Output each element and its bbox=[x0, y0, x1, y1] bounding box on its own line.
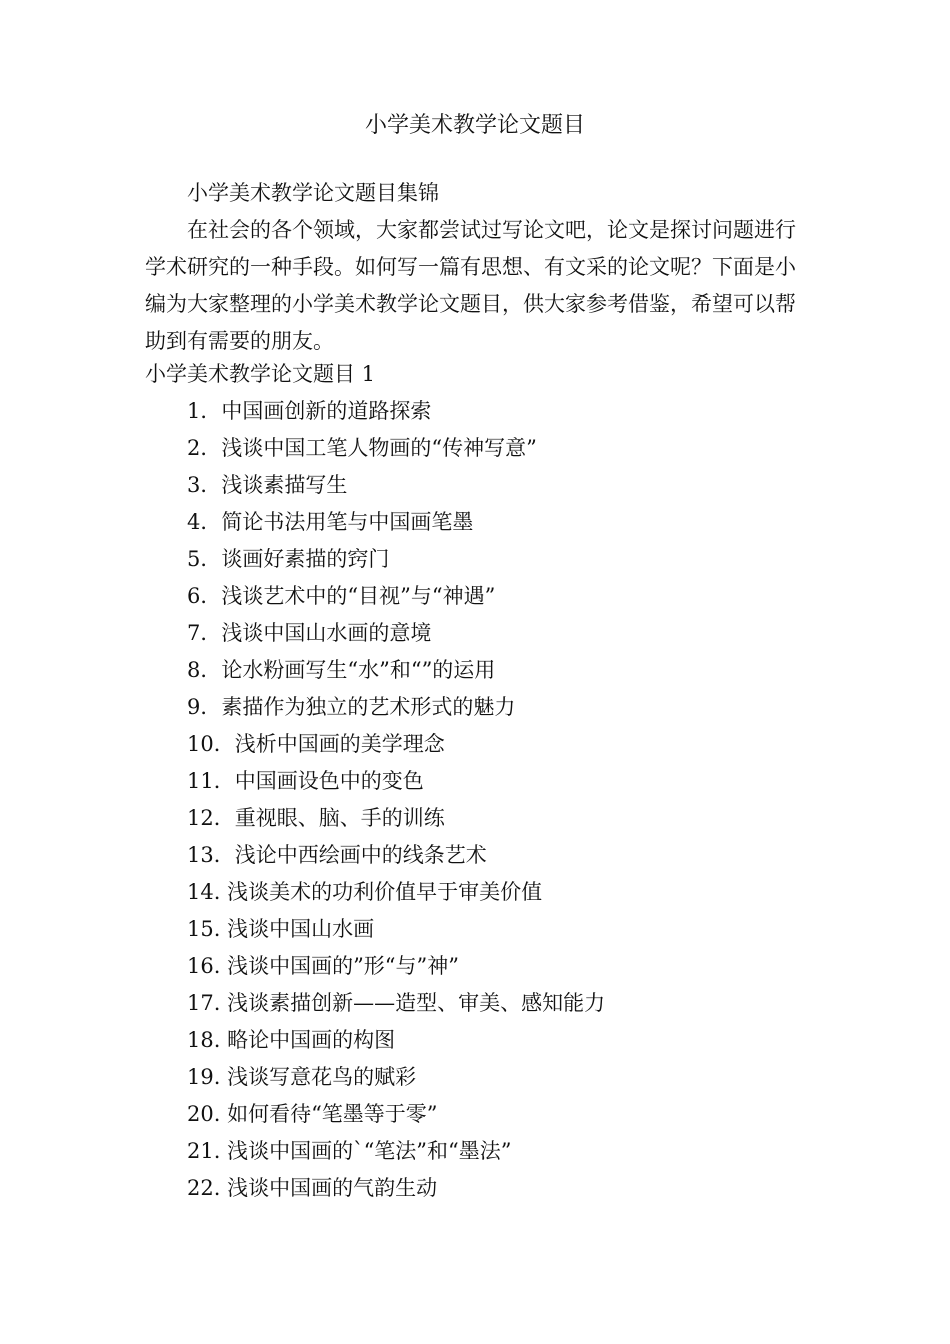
list-item: 22. 浅谈中国画的气韵生动 bbox=[187, 1176, 438, 1200]
topic-list bbox=[187, 393, 807, 1207]
list-item: 12．重视眼、脑、手的训练 bbox=[187, 806, 445, 830]
document-title: 小学美术教学论文题目 bbox=[364, 113, 585, 138]
list-item: 5．谈画好素描的窍门 bbox=[187, 547, 390, 571]
list-item: 17. 浅谈素描创新——造型、审美、感知能力 bbox=[187, 991, 606, 1015]
list-item: 11．中国画设色中的变色 bbox=[187, 769, 424, 793]
list-item: 1．中国画创新的道路探索 bbox=[187, 399, 432, 423]
list-item: 18. 略论中国画的构图 bbox=[187, 1028, 396, 1052]
list-item: 20. 如何看待“笔墨等于零” bbox=[187, 1102, 438, 1126]
list-item: 10．浅析中国画的美学理念 bbox=[187, 732, 445, 756]
list-item: 2．浅谈中国工笔人物画的“传神写意” bbox=[187, 436, 537, 460]
list-item: 15. 浅谈中国山水画 bbox=[187, 917, 375, 941]
list-item: 7．浅谈中国山水画的意境 bbox=[187, 621, 432, 645]
document-subtitle: 小学美术教学论文题目集锦 bbox=[187, 181, 439, 205]
section-heading: 小学美术教学论文题目 1 bbox=[145, 362, 376, 386]
list-item: 19. 浅谈写意花鸟的赋彩 bbox=[187, 1065, 417, 1089]
list-item: 4．简论书法用笔与中国画笔墨 bbox=[187, 510, 474, 534]
list-item: 13．浅论中西绘画中的线条艺术 bbox=[187, 843, 487, 867]
list-item: 6．浅谈艺术中的“目视”与“神遇” bbox=[187, 584, 496, 608]
list-item: 3．浅谈素描写生 bbox=[187, 473, 348, 497]
list-item: 21. 浅谈中国画的`“笔法”和“墨法” bbox=[187, 1139, 512, 1163]
list-item: 9．素描作为独立的艺术形式的魅力 bbox=[187, 695, 516, 719]
list-item: 16. 浅谈中国画的”形“与”神” bbox=[187, 954, 460, 978]
list-item: 14. 浅谈美术的功利价值早于审美价值 bbox=[187, 880, 543, 904]
list-item: 8．论水粉画写生“水”和“”的运用 bbox=[187, 658, 496, 682]
intro-paragraph: 在社会的各个领域，大家都尝试过写论文吧，论文是探讨问题进行学术研究的一种手段。如何写一篇有思想、有文采的论文呢？下面是小编为大家整理的小学美术教学论文题目，供大家参考借鉴，希望可以帮助到有需要的朋友。 bbox=[145, 218, 796, 353]
